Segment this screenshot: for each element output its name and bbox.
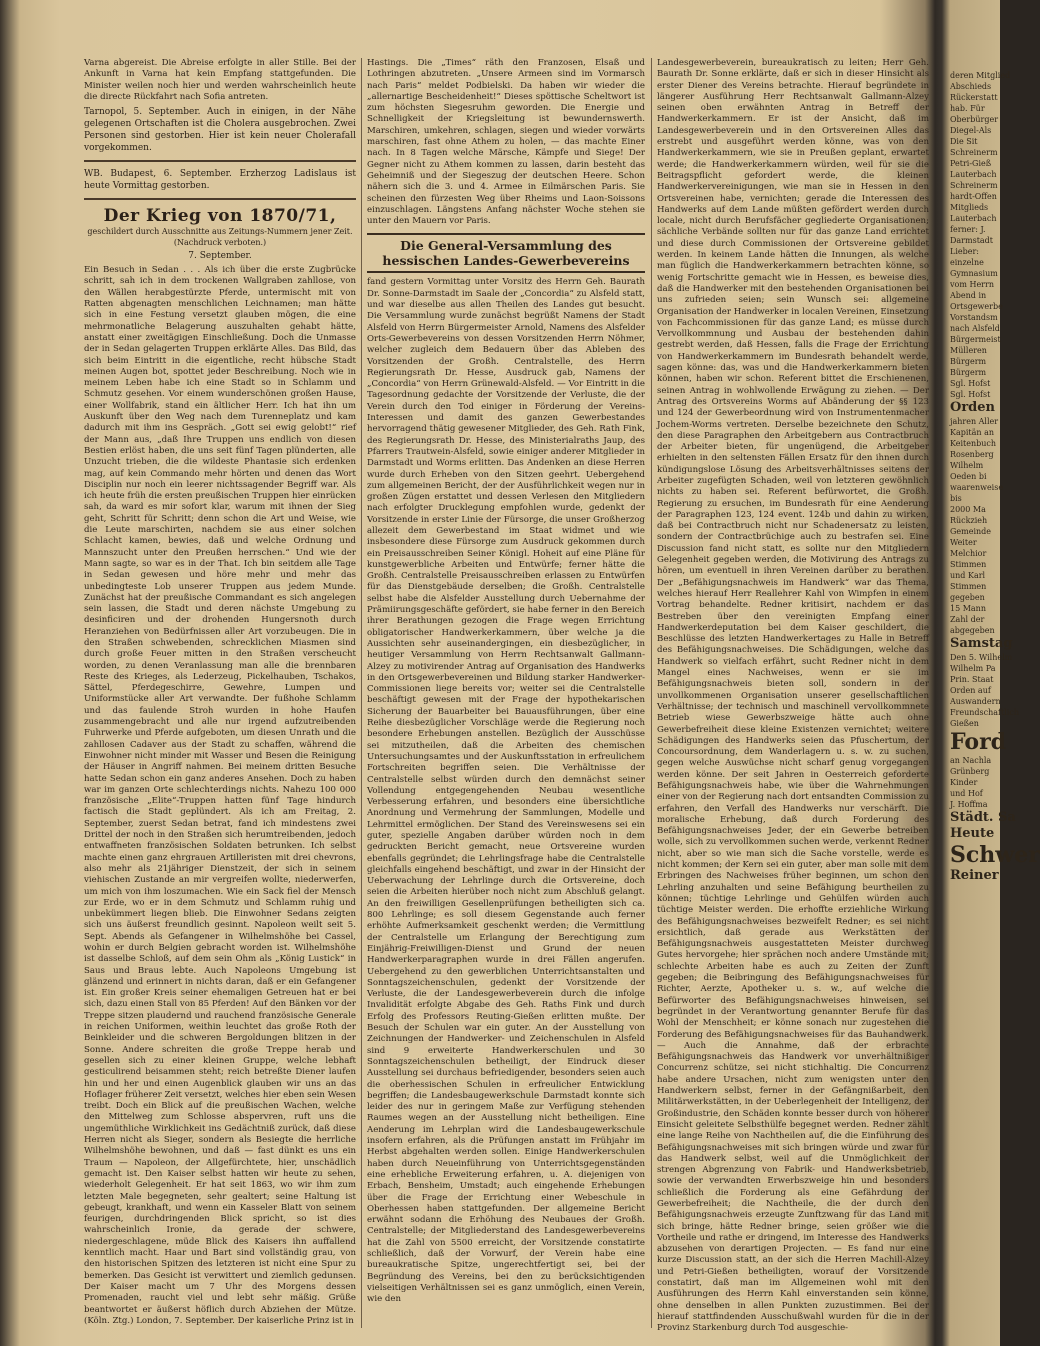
article-body-general-versammlung: fand gestern Vormittag unter Vorsitz des Herrn Geh. Baurath Dr. Sonne-Darmstadt im Saale der „Concordia“ zu Alsfeld statt, und war dieselbe aus allen Theilen des Landes gut besucht. Die Versammlung wurde zunächst begrüßt Namens der Stadt Alsfeld von Herrn Bürgermeister Arnold, Namens des Alsfelder Orts-Gewerbevereins von dessen Vorsitzenden Herrn Nöhmer, welcher zugleich dem Bedauern über das Ableben des Vorsitzenden der Großh. Centralstelle, des Herrn Regierungsrath Dr. Hesse, Ausdruck gab, Namens der „Concordia“ von Herrn Grünewald-Alsfeld. — Vor Eintritt in die Tagesordnung gedachte der Vorsitzende der Verluste, die der Verein durch den Tod einiger in Förderung der Vereins-Interessen und damit des ganzen Gewerbestandes hervorragend thätig gewesener Mitglieder, des Geh. Rath Fink, des Regierungsrath Dr. Hesse, des Ministerialraths Jaup, des Pfarrers Trautwein-Alsfeld, sowie einiger anderer Mitglieder in Darmstadt und Worms erlitten. Das Andenken an diese Herren wurde durch Erheben von den Sitzen geehrt. Uebergehend zum allgemeinen Bericht, der der Ausführlichkeit wegen nur in großen Zügen erstattet und dessen Verlesen den Mitgliedern nach erfolgter Drucklegung empfohlen wurde, gedenkt der Vorsitzende in erster Linie der Fürsorge, die unser Großherzog allezeit dem Gewerbestand im Staat widmet und wie insbesondere diese Fürsorge zum Ausdruck gekommen durch ein Preisausschreiben Seiner Königl. Hoheit auf eine Pläne für kunstgewerbliche Arbeiten und Entwürfe; ferner hätte die Großh. Centralstelle Preisausschreiben erlassen zu Entwürfen für das Dienstgebäude derselben; die Großh. Centralstelle selbst habe die Alsfelder Ausstellung durch Uebernahme der Prämiirungsgeschäfte gefördert, sie habe ferner in den Bereich ihrer Berathungen gezogen die Frage wegen Errichtung obligatorischer Handwerkerkammern, über welche ja die Aussichten sehr auseinandergingen, ein diesbezüglicher, in heutiger Versammlung von Herrn Rechtsanwalt Gallmann-Alzey zu motivirender Antrag auf Organisation des Handwerks in den Ortsgewerbevereinen und Bildung starker Handwerker-Commissionen liege bereits vor; weiter sei die Centralstelle beschäftigt gewesen mit der Frage der hypothekarischen Sicherung der Bauarbeiter bei Bauausführungen, über eine Reihe diesbezüglicher Vorschläge werde die Regierung noch besondere Erhebungen anstellen. Bezüglich der Ausschüsse sei mitzutheilen, daß die Arbeiten des chemischen Untersuchungsamtes und der Auskunftsstation in erfreulichem Fortschreiten begriffen seien. Die Verhältnisse der Centralstelle selbst würden durch den demnächst seiner Vollendung entgegengehenden Neubau wesentliche Verbesserung erfahren, und besonders eine übersichtliche Anordnung und Vermehrung der Sammlungen, Modelle und Lehrmittel ermöglichen. Der Stand des Vereinswesens sei ein guter, spezielle Angaben darüber würden noch in dem gedruckten Bericht gemacht, neue Ortsvereine wurden ebenfalls gegründet; die Lehrlingsfrage habe die Centralstelle gleichfalls eingehend beschäftigt, und zwar in der Hinsicht der Ueberwachung der Lehrlinge durch die Ortsvereine, doch seien die Arbeiten hierüber noch nicht zum Abschluß gelangt. An den freiwilligen Gesellenprüfungen betheiligten sich ca. 800 Lehrlinge; es soll diesem Gegenstande auch ferner erhöhte Aufmerksamkeit geschenkt werden; die Vermittlung der Centralstelle um Erlangung der Berechtigung zum Einjährig-Freiwilligen-Dienst und Grund der neuen Handwerkerparagraphen wurde in drei Fällen angerufen. Uebergehend zu den gewerblichen Unterrichtsanstalten und Sonntagszeichenschulen, gedenkt der Vorsitzende der Verluste, die der Landesgewerbeverein durch die infolge Invalidität erfolgte Abgabe des Geh. Raths Fink und durch Erfolg des Professors Reuting-Gießen erlitten mußte. Der Besuch der Schulen war ein guter. An der Ausstellung von Zeichnungen der Handwerker- und Zeichenschulen in Alsfeld sind 9 erweiterte Handwerkerschulen und 30 Sonntagszeichenschulen betheiligt, der Eindruck dieser Ausstellung sei durchaus befriedigender, besonders seien auch die oberhessischen Schulen in erfreulicher Entwicklung begriffen; die Landesbaugewerkschule Darmstadt konnte sich leider des nur in geringem Maße zur Verfügung stehenden Raumes wegen an der Ausstellung nicht betheiligen. Eine Aenderung im Lehrplan wird die Landesbaugewerkschule insofern erfahren, als die Prüfungen anstatt im Frühjahr im Herbst abgehalten werden sollen. Einige Handwerkerschulen haben durch Neueinführung von Unterrichtsgegenständen eine erhebliche Erweiterung erfahren, u. A. diejenigen von Erbach, Bensheim, Umstadt; auch eingehende Erhebungen über die Frage der Errichtung einer Webeschule in Oberhessen haben stattgefunden. Der allgemeine Bericht erwähnt sodann die Erhöhung des Neubaues der Großh. Centralstelle; der Mitgliederstand des Landesgewerbevereins hat die Zahl von 5500 erreicht, der Vorsitzende constatirte schließlich, daß der Vorwurf, der Verein habe eine bureaukratische Spitze, ungerechtfertigt sei, bei der Begründung des Vereins, bei den zu berücksichtigenden vielseitigen Verhältnissen sei es ganz unmöglich, einen Verein, wie den — [367, 277, 645, 1305]
strip-line: jahren Aller — [950, 417, 999, 426]
strip-lines-1 — [950, 70, 1011, 400]
news-item-tarnopol: Tarnopol, 5. September. Auch in einigen, in der Nähe gelegenen Ortschaften ist die Cholera ausgebrochen. Zwei Personen sind gestorben. Hier ist kein neuer Cholerafall vorgekommen. — [84, 107, 356, 154]
strip-line: Diegel-Als — [950, 126, 992, 135]
strip-lines-6 — [950, 826, 1040, 884]
strip-line: Mitglieds — [950, 203, 989, 212]
strip-line: Schreinerm — [950, 148, 998, 157]
article-headline-krieg: Der Krieg von 1870/71, — [103, 206, 337, 227]
strip-line: Kinder — [950, 778, 978, 787]
strip-line: hab. Für — [950, 104, 985, 113]
strip-line: Kapitän an — [950, 428, 995, 437]
strip-line: Die Sit — [950, 137, 978, 146]
column-rule — [361, 58, 362, 1328]
strip-line: Gießen — [950, 719, 979, 728]
strip-line: Keitenbuch — [950, 439, 997, 448]
strip-lines-5 — [950, 755, 1000, 810]
strip-line: Oeden bi — [950, 472, 987, 481]
strip-line: Zahl der — [950, 615, 985, 624]
strip-line: deren Mitglied — [950, 71, 1011, 80]
strip-line: Grünberg — [950, 767, 990, 776]
strip-line: Mülleren — [950, 346, 987, 355]
strip-line: nach Alsfeld — [950, 324, 1000, 333]
article-body-krieg: Ein Besuch in Sedan . . . Als ich über die erste Zugbrücke schritt, sah ich in dem trockenen Wallgraben zahllose, von den Wällen herabgestürzte Pferde, untermischt mit von Ratten abgenagten menschlichen Leichnamen; man hätte sich in eine Festung versetzt glauben mögen, die eine mehrmonatliche Belagerung auszuhalten gehabt hätte, anstatt einer zweitägigen Einschließung. Doch die Unmasse der in Sedan gelagerten Truppen erklärte Alles. Das Bild, das sich beim Eintritt in die eigentliche, recht hübsche Stadt meinen Augen bot, spottet jeder Beschreibung. Noch wie in meinem Leben habe ich eine Stadt so in Schlamm und Schmutz gesehen. Vor einem wunderschönen großen Hause, einer Wollfabrik, stand ein ältlicher Herr. Ich hat ihn um Auskunft über den Weg nach dem Turenneplatz und kam dadurch mit ihm ins Gespräch. „Gott sei ewig gelobt!“ rief der Mann aus, „daß Ihre Truppen uns endlich von diesen Bestien erlöst haben, die uns seit fünf Tagen plünderten, alle Unzucht trieben, die die wildeste Phantasie sich erdenken mag, auf kein Commando mehr hörten und denen das Wort Disciplin nur noch ein leerer nichtssagender Begriff war. Als ich heute früh die ersten preußischen Truppen hier einrücken sah, da ward es mir sofort klar, warum mit ihnen der Sieg geht, Schritt für Schritt; denn schon die Art und Weise, wie die Leute marschirten, nachdem sie aus einer solchen Schlacht kamen, bewies, daß und welche Ordnung und Mannszucht unter den Preußen herrschen.“ Und wie der Mann sagte, so war es in der That. Ich bin seitdem alle Tage in Sedan gewesen und höre mehr und mehr das unbedingteste Lob unserer Truppen aus jedem Munde. Zunächst hat der preußische Commandant es sich angelegen sein lassen, die Stadt und deren nächste Umgebung zu desinficiren und der drohenden Hungersnoth durch Heranziehen von Bedürfnissen aller Art vorzubeugen. Die in den Straßen schwebenden, schrecklichen Miasmen sind durch große Feuer mitten in den Straßen verscheucht worden, zu denen Veranlassung man alle die brennbaren Reste des Krieges, als Lederzeug, Pickelhauben, Tschakos, Sättel, Pferdegeschirre, Gewehre, Lumpen und Uniformstücke aller Art verwandte. Der fußhohe Schlamm und das faulende Stroh wurden in hohe Haufen zusammengebracht und alle nur irgend aufzutreibenden Fuhrwerke und Pferde aufgeboten, um diesen Unrath und die zahllosen Cadaver aus der Stadt zu schaffen, während die Einwohner nicht minder mit Wasser und Besen die Reinigung der Häuser in Angriff nahmen. Bei meinem dritten Besuche hatte Sedan schon ein ganz anderes Ansehen. Doch zu haben war im ganzen Orte schlechterdings nichts. Nahezu 100 000 französische „Elite“-Truppen hatten fünf Tage hindurch factisch die Stadt geplündert. Als ich am Freitag, 2. September, zuerst Sedan betrat, fand ich mindestens zwei Drittel der noch in den Straßen sich herumtreibenden, jedoch entwaffneten französischen Soldaten betrunken. Ich selbst machte einen ganz ehrgrauen Artilleristen mit drei chevrons, also mehr als 21jähriger Dienstzeit, der sich in seinem viehischen Zustande an mir vergreifen wollte, niederwerfen, um mich von ihm loszumachen. Wie ein Sack fiel der Mensch zur Erde, wo er in dem Schmutz und Schlamm ruhig und unbekümmert liegen blieb. Die Einwohner Sedans zeigten sich uns äußerst freundlich gesinnt. Napoleon weilt seit 5. Sept. Abends als Gefangener in Wilhelmshöhe bei Cassel, wohin er durch Belgien gebracht worden ist. Wilhelmshöhe ist dasselbe Schloß, auf dem sein Ohm als „König Lustick“ in Saus und Braus lebte. Auch Napoleons Umgebung ist glänzend und erinnert in nichts daran, daß er ein Gefangener ist. Ein großer Kreis seiner ehemaligen Getreuen hat er bei sich, dazu einen Stall von 85 Pferden! Auf den Bänken vor der Treppe sitzen plaudernd und rauchend französische Generale in reichen Uniformen, weithin leuchtet das große Roth der Beinkleider und die schweren Bergoldungen blitzen in der Sonne. Andere schreiten die große Treppe herab und gesellen sich zu einer kleinen Gruppe, welche lebhaft gesticulirend beisammen steht; reich betreßte Diener laufen hin und her und einen Augenblick glauben wir uns an das Hoflager früherer Zeit versetzt, welches hier eben sein Wesen treibt. Doch ein Blick auf die preußischen Wachen, welche den Mittelweg zum Schlosse abspervren, ruft uns die ungemüthliche Wirklichkeit ins Gedächtniß zurück, daß diese Herren nicht als Sieger, sondern als Besiegte die herrliche Wilhelmshöhe bewohnen, und daß — fast dünkt es uns ein Traum — Napoleon, der Allgefürchtete, hier, unschädlich gemacht ist. Den Kaiser selbst hatten wir heute zu sehen, wiederholt Gelegenheit. Er hat seit 1863, wo wir ihm zum letzten Male begegneten, sehr gealtert; seine Haltung ist gebeugt, krankhaft, und wenn ein Kasseler Blatt von seinem feurigen, durchdringenden Blick spricht, so ist dies wahrscheinlich Ironie, da gerade der schwere, niedergeschlagene, müde Blick des Kaisers ihn auffallend kenntlich macht. Haar und Bart sind vollständig grau, von den historischen Spitzen des letzteren ist nicht eine Spur zu bemerken. Das Gesicht ist verwittert und ziemlich gedunsen. Der Kaiser macht um 7 Uhr des Morgens dessen Promenaden, raucht viel und lebt sehr mäßig. Grüße beantwortet er äußerst höflich durch Abziehen der Mütze. (Köln. Ztg.) London, 7. September. Der kaiserliche Prinz ist in — [84, 265, 356, 1326]
strip-line: und Karl — [950, 571, 986, 580]
strip-lines-3 — [950, 504, 1000, 636]
strip-line: Sgl. Hofst — [950, 379, 991, 388]
strip-line: Rückzieh — [950, 516, 988, 525]
strip-line: Gemeinde — [950, 527, 992, 536]
news-item-budapest: WB. Budapest, 6. September. Erzherzog Ladislaus ist heute Vormittag gestorben. — [84, 169, 356, 192]
strip-line: und Hof — [950, 789, 983, 798]
strip-line: bis — [950, 494, 962, 503]
column-3 — [657, 58, 929, 1334]
strip-line: 15 Mann — [950, 604, 986, 613]
strip-line: Oberbürger — [950, 115, 999, 124]
strip-line: Ortsgewerbe — [950, 302, 1003, 311]
strip-line: Vorstandsm — [950, 313, 998, 322]
strip-line: waarenweise — [950, 483, 1004, 492]
column-rule — [651, 58, 652, 1328]
strip-line: Orden auf — [950, 686, 991, 695]
strip-line: abgegeben — [950, 626, 995, 635]
strip-line: Heute — [950, 826, 995, 841]
strip-heading: Ford — [950, 729, 1007, 755]
strip-line: hardt-Offen — [950, 192, 997, 201]
column-2 — [367, 58, 645, 1328]
strip-line: Abschieds — [950, 82, 992, 91]
strip-line: J. Hoffma — [950, 800, 988, 809]
strip-line: Schwer — [950, 842, 1040, 868]
strip-line: vom Herrn — [950, 280, 994, 289]
article-subline: geschildert durch Ausschnitte aus Zeitungs-Nummern jener Zeit. (Nachdruck verboten.) — [87, 227, 353, 247]
strip-line: Freundschaftlich — [950, 708, 1019, 717]
strip-line: Bürgerm — [950, 368, 987, 377]
strip-line: Den 5. Wilhelm — [950, 653, 1013, 662]
strip-line: Auswandern — [950, 697, 1001, 706]
strip-heading: Samstag — [950, 636, 1013, 651]
strip-line: ferner: J. — [950, 225, 986, 234]
strip-line: Lieber: — [950, 247, 979, 256]
article-headline-general-versammlung: Die General-Versammlung des hessischen Landes-Gewerbevereins — [367, 233, 645, 273]
strip-line: Gymnasium — [950, 269, 998, 278]
strip-line: einzelne — [950, 258, 984, 267]
strip-line: Rosenberg — [950, 450, 994, 459]
strip-line: Abend in — [950, 291, 987, 300]
news-item-varna: Varna abgereist. Die Abreise erfolgte in aller Stille. Bei der Ankunft in Varna hat kein Empfang stattgefunden. Die Minister weilen noch hier und werden wahrscheinlich heute die directe Rückfahrt nach Sofia antreten. — [84, 58, 356, 102]
strip-line: Prin. Staat — [950, 675, 994, 684]
section-divider — [84, 198, 356, 200]
strip-line: Lauterbach — [950, 214, 997, 223]
column-1 — [84, 58, 356, 1328]
newspaper-page — [22, 58, 929, 1338]
strip-line: Stimmen — [950, 560, 987, 569]
strip-line: Melchior — [950, 549, 987, 558]
strip-line: Petri-Gieß — [950, 159, 992, 168]
strip-line: gegeben — [950, 593, 985, 602]
strip-line: Wilhelm — [950, 461, 984, 470]
strip-heading: Städt. Sa — [950, 810, 1016, 825]
strip-line: Darmstadt — [950, 236, 994, 245]
article-body-general-versammlung-continued: Landesgewerbeverein, bureaukratisch zu leiten; Herr Geh. Baurath Dr. Sonne erklärte, daß er sich in dieser Hinsicht als erster Diener des Vereins betrachte. Hierauf begründete in längerer Ausführung Herr Rechtsanwalt Gallmann-Alzey seinen oben erwähnten Antrag in Betreff der Handwerkerkammern. Er ist der Ansicht, daß im Landesgewerbeverein und in den Ortsvereinen Alles das erstrebt und ausgeführt werden könne, was von den Handwerkerkammern, wie sie in Preußen geplant, erwartet werde; die Handwerkerkammern würden, weil für sie die Beitragspflicht gefordert werde, die kleinen Handwerkervereinigungen, wie man sie in Hessen in den Ortsvereinen habe, vernichten; gerade die Interessen des Handwerks auf dem Lande müßten gefördert werden durch locale, nicht durch Berufsfächer gegliederte Organisationen; sächliche Verbände sollten nur für das ganze Land errichtet und diese durch Commissionen der Ortsvereine gebildet werden. In keinem Lande hätten die Innungen, als welche man füglich die Handwerkerkammern betrachten könne, so wenig Fortschritte gemacht wie in Hessen, es beweise dies, daß die Handwerker mit den bestehenden Organisationen bei uns zufrieden seien; sein Wunsch sei: allgemeine Organisation der Handwerker in localen Vereinen, Einsetzung von Fachcommissionen für das ganze Land; es müsse durch Vervollkommnung und Ausbau der bestehenden dahin gestrebt werden, daß Hessen, falls die Frage der Errichtung von Handwerkerkammern im Bundesrath behandelt werde, sagen könne: das, was und die Handwerkerkammern bieten können, haben wir schon. Referent bittet die Erschienenen, seinen Antrag in wohlwollende Erwägung zu ziehen. — Der Antrag des Ortsvereins Worms auf Abänderung der §§ 123 und 124 der Gewerbeordnung wird von Instrumentenmacher Jochem-Worms vertreten. Derselbe bezeichnete den Schutz, den diese Paragraphen den Arbeitgebern aus Contractbruch der Arbeiter bieten, für ungenügend, die Arbeitgeber erhielten in den seltensten Fällen Ersatz für den ihnen durch kündigungslose Lösung des Arbeitsverhältnisses seitens der Arbeiter zugefügten Schaden, weil von letzteren gewöhnlich nichts zu haben sei. Referent befürwortet, die Großh. Regierung zu ersuchen, im Bundesrath für eine Aenderung der Paragraphen 123, 124 event. 124b und dahin zu wirken, daß bei Contractbruch nicht nur Schadenersatz zu leisten, sondern der Contractbrüchige auch zu bestrafen sei. Eine Discussion fand nicht statt, es sollte nur den Mitgliedern Gelegenheit gegeben werden, die Motivirung des Antrags zu hören, um eventuell in ihren Vereinen darüber zu berathen. Der „Befähigungsnachweis im Handwerk“ war das Thema, welches hierauf Herr Reallehrer Kahl von Wimpfen in einem Vortrag behandelte. Redner kritisirt, nachdem er das Bestreben über den vereinigten Empfang einer Handwerkerdeputation bei dem Kaiser geschildert, die Beschlüsse des letzten Handwerkertages zu Halle in Betreff des Befähigungsnachweises. Die Schädigungen, welche das Handwerk so vielfach erfährt, sucht Redner nicht in dem Mangel eines Nachweises, wenn er sie im Befähigungsnachweis bieten soll, sondern in der unvollkommenen Organisation unserer gesellschaftlichen Verhältnisse; der technisch und maschinell vervollkommnete Betrieb wiese Gewerbszweige hätte auch ohne Gewerbefreiheit diese kleine Existenzen vernichtet; weitere Schädigungen des Handwerks seien das Pfuschertum, der Concoursordnung, dem Wanderlagern u. s. w. zu suchen, gegen welche Auswüchse nicht scharf genug vorgegangen werden könne. Der seit Jahren in Oesterreich geforderte Befähigungsnachweis habe, wie über die Wahrnehmungen einer von der Regierung nach dort entsandten Commission zu erfahren, den Verfall des Handwerks nur verschärft. Die moralische Erhebung, daß durch Forderung des Befähigungsnachweises Jeder, der ein Gewerbe betreiben wolle, sich zu vervollkommen suchen werde, verkennt Redner nicht, aber so wie man sich die Sache vorstelle, werde es nicht kommen; der Kern sei ein guter, aber man solle mit dem Erbringen des Nachweises früher beginnen, um schon den Lehrling anzuhalten und seine Befähigung beurtheilen zu können; tüchtige Lehrlinge und Gehülfen würden auch tüchtige Meister werden. Die erhoffte erziehliche Wirkung des Befähigungsnachweises bezweifelt Redner; es sei nicht ersichtlich, daß gerade aus Werkstätten der Befähigungsnachweis ausgestatteten Meister durchweg Gutes hervorgehe; hier sprächen noch andere Umstände mit; schlechte Arbeiten habe es auch zu Zeiten der Zunft gegeben; die Beibringung des Befähigungsnachweises für Richter, Aerzte, Apotheker u. s. w., auf welche die Befürworter des Befähigungsnachweises hinweisen, sei begründet in der Verantwortung genannter Berufe für das Wohl der Menschheit; er könne sonach nur zugestehen die Forderung des Befähigungsnachweises für das Bauhandwerk. — Auch die Annahme, daß der erbrachte Befähigungsnachweis das Handwerk vor unverhältnißiger Concurrenz schütze, sei nicht stichhaltig. Die Concurrenz habe andere Ursachen, nicht zum wenigsten unter den Handwerkern selbst, ferner in der Gefängnißarbeit, den Militärwerkstätten, in der Ueberlegenheit der Intelligenz, der Großindustrie, den Schäden konnte besser durch von höherer Einsicht geleitete Selbsthülfe begegnet werden. Redner zählt eine lange Reihe von Nachtheilen auf, die die Einführung des Befähigungsnachweises mit sich bringen würde und zwar für das Handwerk selbst, weil auf die Unmöglichkeit der strengen Abgrenzung von Fabrik- und Handwerksbetrieb, sowie der verwandten Erwerbszweige hin und besonders schließlich die Forderung als eine Gefährdung der Gewerbefreiheit; die Nachtheile, die der durch den Befähigungsnachweis erzeugte Zunftzwang für das Land mit sich bringe, hätte Redner bringe, seien größer wie die Vortheile und rathe er dringend, im Interesse des Handwerks abzusehen von derartigen Projecten. — Es fand nur eine kurze Discussion statt, an der sich die Herren Machill-Alzey und Petri-Gießen betheiligten, worauf der Vorsitzende constatirt, daß man im Allgemeinen wohl mit den Ausführungen des Herrn Kahl einverstanden sein könne, ohne denselben in allen Punkten zuzustimmen. Bei der hierauf stattfindenden Ausschußwahl wurden für die in der Provinz Starkenburg durch Tod ausgeschie- — [657, 58, 929, 1334]
strip-lines-2 — [950, 416, 1004, 504]
strip-line: Lauterbach — [950, 170, 997, 179]
strip-lines-4 — [950, 652, 1019, 729]
strip-heading: Orden — [950, 400, 995, 415]
strip-line: 2000 Ma — [950, 505, 986, 514]
article-date: 7. September. — [188, 251, 252, 262]
strip-line: Bürgermeist — [950, 335, 1001, 344]
section-divider — [84, 160, 356, 162]
strip-line: Reiner — [950, 868, 999, 883]
strip-line: Sgl. Hofst — [950, 390, 991, 399]
strip-line: Schreinerm — [950, 181, 998, 190]
strip-line: an Nachla — [950, 756, 992, 765]
strip-line: Wilhelm Pa — [950, 664, 996, 673]
strip-line: Stimmen — [950, 582, 987, 591]
strip-line: Bürgerm — [950, 357, 987, 366]
article-body-continued: Hastings. Die „Times“ räth den Franzosen, Elsaß und Lothringen abzutreten. „Unsere Armeen sind im Vormarsch nach Paris“ meldet Podbielski. Da haben wir wieder die „allernartige Bescheidenheit!“ Dieses spöttische Scheltwort ist zum höchsten Siegesruhm geworden. Die Energie und Schnelligkeit der Kriegsleitung ist bewundernswerth. Marschiren, umkehren, schlagen, siegen und wieder vorwärts marschiren, fast ohne Athem zu holen, — das machte Einer nach. In 8 Tagen welche Märsche, Kämpfe und Siege! Der Gegner nicht zu Athem kommen zu lassen, darin besteht das Geheimniß und der Siegeszug der deutschen Heere. Schon nähern sich die 3. und 4. Armee in Eilmärschen Paris. Sie scheinen den fürzesten Weg über Rheims und Laon-Soissons einzuschlagen. Längstens Anfang nächster Woche stehen sie unter den Mauern vor Paris. — [367, 58, 645, 227]
strip-line: Weiter — [950, 538, 977, 547]
strip-line: Rückerstatt — [950, 93, 998, 102]
adjacent-page-strip — [950, 70, 1040, 1340]
